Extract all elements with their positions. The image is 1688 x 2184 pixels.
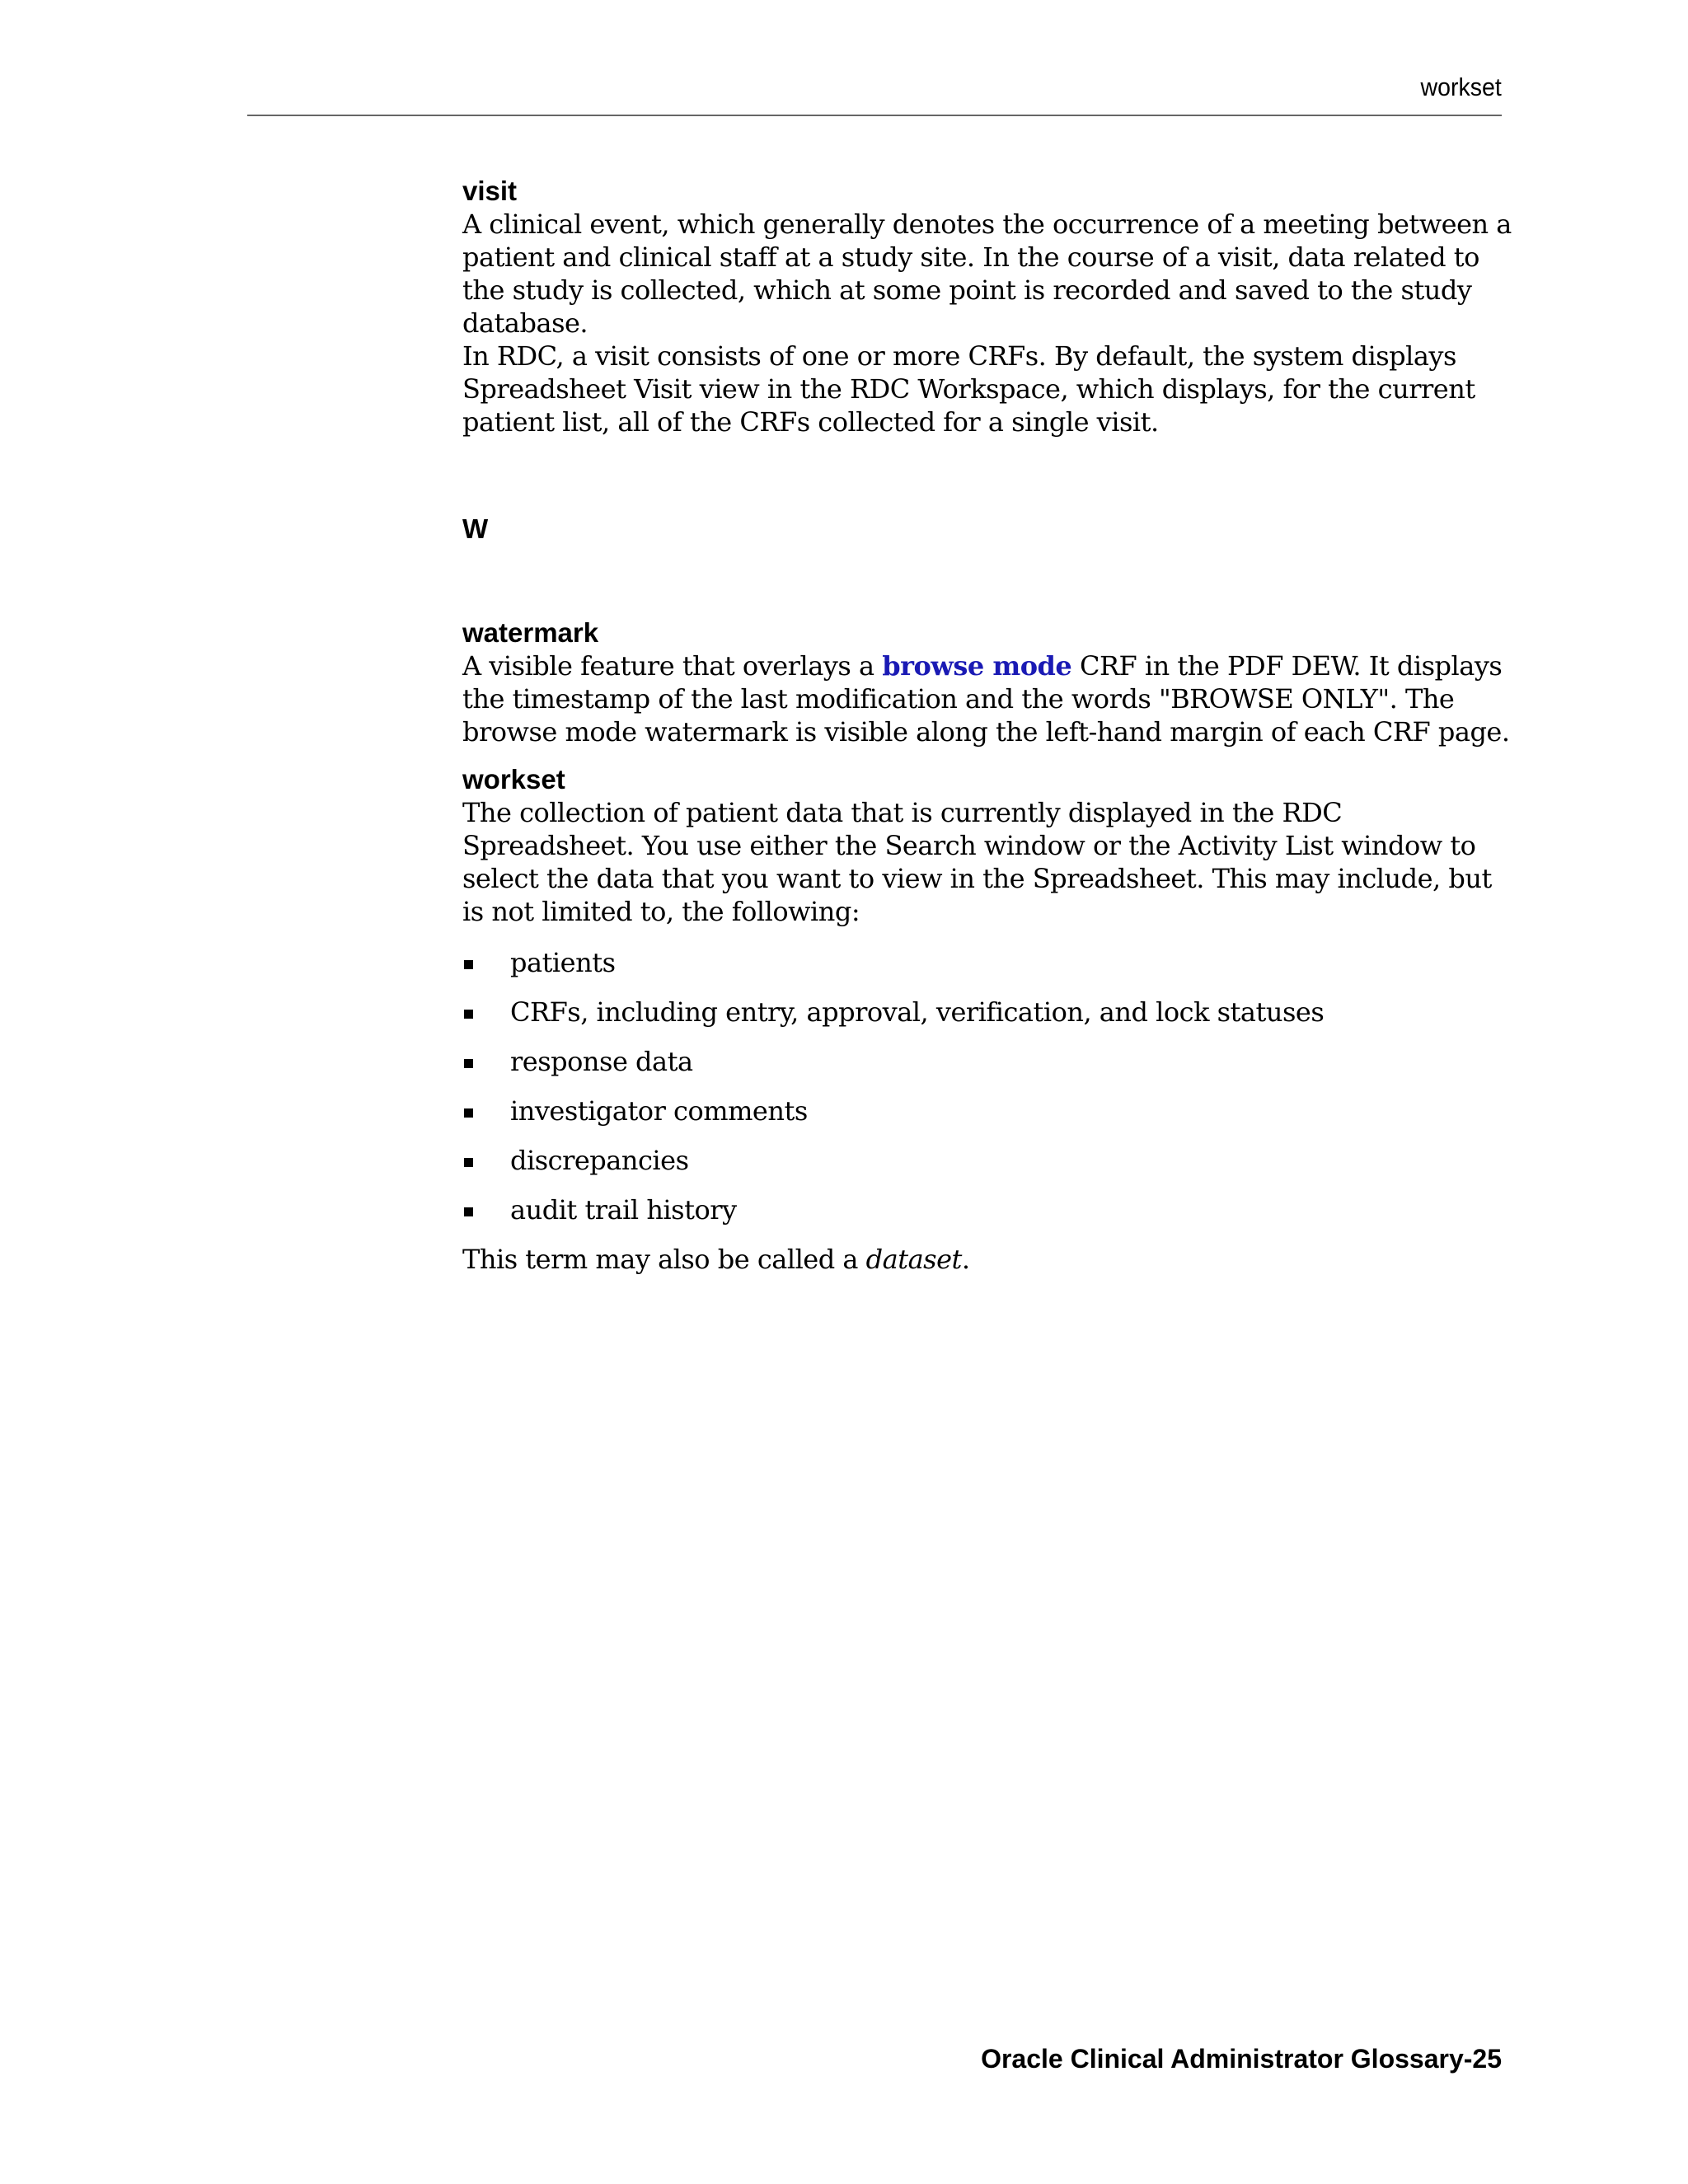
watermark-text-after: CRF in the PDF DEW. It displays the timestamp of the last modification and the words "BROWSE ONLY". The browse mode watermark is visible along the left-hand margin of each CRF page. [462, 650, 1510, 748]
term-watermark: watermark [462, 617, 599, 648]
list-item [462, 1094, 1517, 1127]
bullet-square-icon [464, 1207, 473, 1216]
page-footer: Oracle Clinical Administrator Glossary-25 [981, 2044, 1502, 2074]
list-item-text: CRFs, including entry, approval, verification, and lock statuses [510, 996, 1325, 1028]
list-item [462, 946, 1517, 979]
list-item [462, 1193, 1517, 1226]
workset-bullet-list [462, 946, 1517, 1226]
closing-term-italic: dataset [865, 1244, 962, 1275]
running-head: workset [1420, 73, 1502, 101]
list-item [462, 1045, 1517, 1078]
list-item-text: discrepancies [510, 1145, 689, 1176]
list-item-text: patients [510, 947, 616, 978]
workset-closing [462, 1243, 1517, 1276]
bullet-square-icon [464, 1010, 473, 1019]
workset-definition: The collection of patient data that is currently displayed in the RDC Spreadsheet. You use either the Search window or the Activity List window to select the data that you want to view in the Spreadsheet. This may include, but is not limited to, the following: [462, 797, 1492, 927]
watermark-definition [462, 649, 1517, 748]
list-item [462, 996, 1517, 1029]
closing-text-after: . [961, 1244, 970, 1275]
closing-text-before: This term may also be called a [462, 1244, 866, 1275]
bullet-square-icon [464, 1158, 473, 1167]
bullet-square-icon [464, 1108, 473, 1118]
visit-definition-1: A clinical event, which generally denotes the occurrence of a meeting between a patient and clinical staff at a study site. In the course of a visit, data related to the study is collected, which at some point is recorded and saved to the study database. [462, 209, 1512, 339]
section-letter: W [462, 513, 489, 544]
watermark-text-before: A visible feature that overlays a [462, 650, 883, 682]
list-item-text: audit trail history [510, 1194, 737, 1226]
list-item [462, 1144, 1517, 1177]
term-workset: workset [462, 764, 565, 794]
bullet-square-icon [464, 1059, 473, 1068]
term-visit: visit [462, 176, 518, 206]
browse-mode-link[interactable]: browse mode [882, 650, 1072, 682]
list-item-text: investigator comments [510, 1095, 808, 1127]
visit-definition-2: In RDC, a visit consists of one or more CRFs. By default, the system displays Spreadsheet Visit view in the RDC Workspace, which displays, for the current patient list, all of the CRFs collected for a single visit. [462, 340, 1475, 438]
bullet-square-icon [464, 960, 473, 969]
glossary-content [462, 175, 1517, 1276]
header-rule [247, 115, 1502, 116]
list-item-text: response data [510, 1046, 693, 1077]
